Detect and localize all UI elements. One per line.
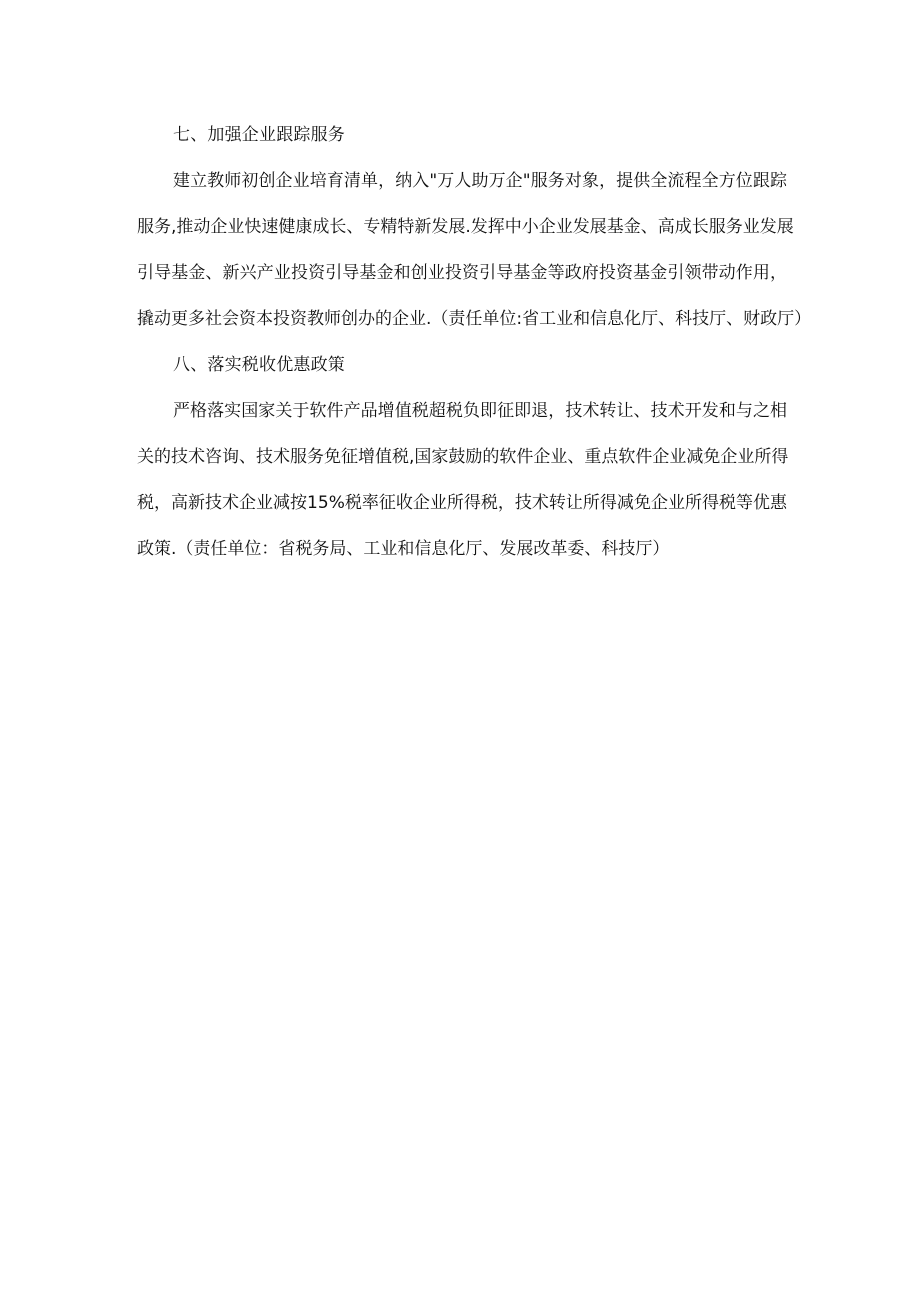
paragraph-line: 引导基金、新兴产业投资引导基金和创业投资引导基金等政府投资基金引领带动作用，: [137, 263, 787, 283]
paragraph-line: 关的技术咨询、技术服务免征增值税,国家鼓励的软件企业、重点软件企业减免企业所得: [137, 447, 789, 467]
paragraph-line: 政策.（责任单位：省税务局、工业和信息化厅、发展改革委、科技厅）: [137, 539, 670, 559]
document-body: [137, 118, 812, 566]
section-heading-8: 八、落实税收优惠政策: [173, 355, 345, 375]
paragraph-line: 严格落实国家关于软件产品增值税超税负即征即退，技术转让、技术开发和与之相: [173, 401, 787, 421]
section-paragraph-8: [137, 394, 787, 566]
section-heading-7: 七、加强企业跟踪服务: [173, 125, 345, 145]
paragraph-line: 服务,推动企业快速健康成长、专精特新发展.发挥中小企业发展基金、高成长服务业发展: [137, 217, 794, 237]
paragraph-line: 税，高新技术企业减按15%税率征收企业所得税，技术转让所得减免企业所得税等优惠: [137, 493, 787, 513]
paragraph-line: 建立教师初创企业培育清单，纳入"万人助万企"服务对象，提供全流程全方位跟踪: [173, 171, 787, 191]
paragraph-line: 撬动更多社会资本投资教师创办的企业.（责任单位:省工业和信息化厅、科技厅、财政厅）: [137, 309, 812, 329]
section-paragraph-7: [137, 164, 812, 336]
